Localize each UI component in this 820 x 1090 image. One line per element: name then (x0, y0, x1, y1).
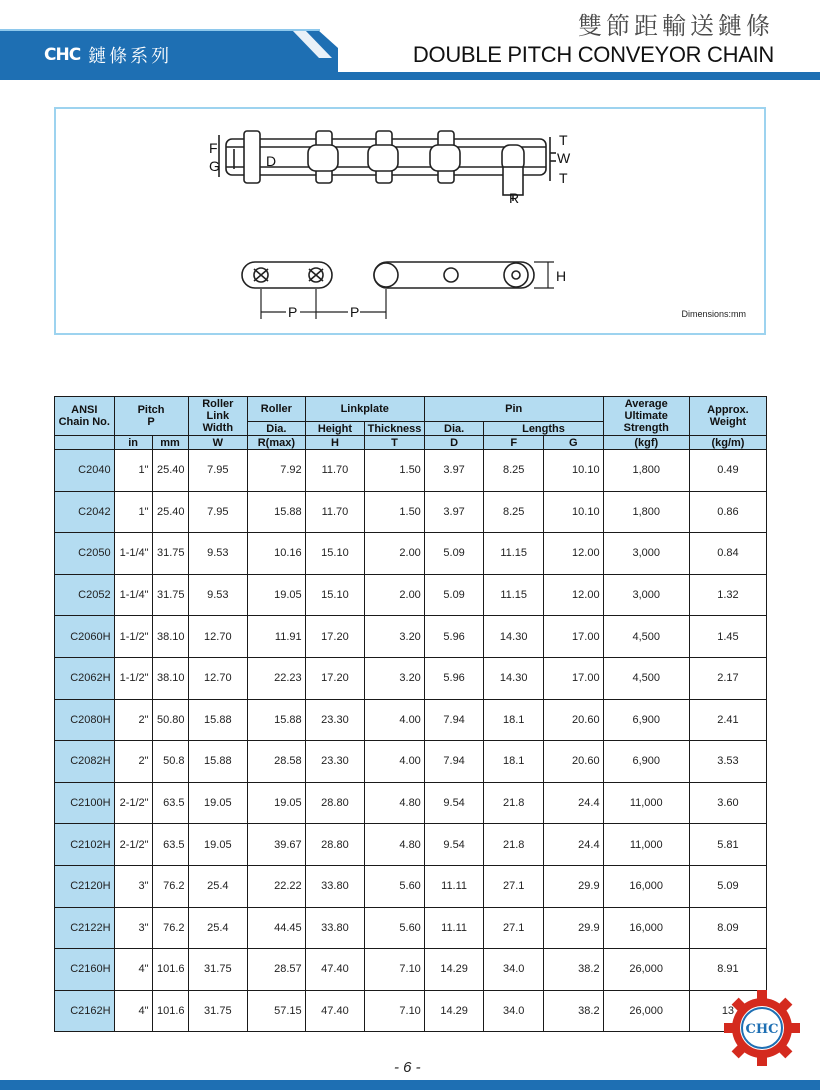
table-cell-r: 19.05 (248, 782, 306, 824)
table-cell-p-mm: 31.75 (152, 533, 188, 575)
table-cell-weight: 3.53 (689, 741, 766, 783)
table-row (55, 782, 767, 824)
table-cell-t: 2.00 (365, 574, 425, 616)
header-in: in (114, 436, 152, 450)
table-cell-f: 14.30 (484, 616, 544, 658)
table-cell-d: 5.96 (424, 657, 484, 699)
table-cell-d: 5.96 (424, 616, 484, 658)
table-cell-w: 12.70 (188, 657, 248, 699)
table-cell-strength: 1,800 (603, 491, 689, 533)
table-cell-d: 9.54 (424, 782, 484, 824)
table-cell-weight: 8.91 (689, 949, 766, 991)
table-cell-r: 15.88 (248, 699, 306, 741)
table-cell-w: 9.53 (188, 574, 248, 616)
table-cell-d: 11.11 (424, 907, 484, 949)
table-cell-weight: 0.84 (689, 533, 766, 575)
table-cell-t: 3.20 (365, 616, 425, 658)
table-cell-t: 3.20 (365, 657, 425, 699)
table-cell-t: 5.60 (365, 907, 425, 949)
table-cell-p-in: 2" (114, 699, 152, 741)
table-cell-w: 12.70 (188, 616, 248, 658)
header-lengths: Lengths (484, 422, 603, 436)
table-cell-d: 9.54 (424, 824, 484, 866)
header-weight: Approx. Weight (689, 397, 766, 436)
label-w: W (557, 150, 571, 166)
table-cell-strength: 1,800 (603, 450, 689, 492)
table-cell-t: 5.60 (365, 865, 425, 907)
table-cell-weight: 13 (689, 990, 766, 1032)
table-cell-strength: 4,500 (603, 657, 689, 699)
header-pin: Pin (424, 397, 603, 422)
table-cell-t: 1.50 (365, 450, 425, 492)
table-row (55, 533, 767, 575)
table-cell-f: 14.30 (484, 657, 544, 699)
table-cell-strength: 11,000 (603, 782, 689, 824)
table-cell-f: 27.1 (484, 907, 544, 949)
table-cell-t: 7.10 (365, 949, 425, 991)
table-cell-weight: 0.49 (689, 450, 766, 492)
table-cell-p-mm: 76.2 (152, 865, 188, 907)
table-cell-r: 15.88 (248, 491, 306, 533)
table-cell-w: 25.4 (188, 907, 248, 949)
table-cell-chain: C2040 (55, 450, 115, 492)
table-cell-d: 11.11 (424, 865, 484, 907)
table-cell-r: 19.05 (248, 574, 306, 616)
table-row (55, 907, 767, 949)
table-cell-p-mm: 63.5 (152, 824, 188, 866)
table-row (55, 491, 767, 533)
table-cell-r: 57.15 (248, 990, 306, 1032)
table-cell-p-mm: 50.80 (152, 699, 188, 741)
label-p-1: P (288, 304, 298, 320)
label-f: F (209, 140, 218, 156)
table-cell-chain: C2052 (55, 574, 115, 616)
table-cell-h: 28.80 (305, 824, 365, 866)
header-kgm: (kg/m) (689, 436, 766, 450)
header-roller-link-width: Roller Link Width (188, 397, 248, 436)
table-cell-g: 29.9 (543, 865, 603, 907)
table-cell-weight: 1.32 (689, 574, 766, 616)
header-strength: Average Ultimate Strength (603, 397, 689, 436)
table-row (55, 616, 767, 658)
table-cell-chain: C2120H (55, 865, 115, 907)
header-height: Height (305, 422, 365, 436)
table-cell-r: 10.16 (248, 533, 306, 575)
table-cell-chain: C2100H (55, 782, 115, 824)
page-title: DOUBLE PITCH CONVEYOR CHAIN (412, 42, 774, 67)
table-cell-h: 33.80 (305, 907, 365, 949)
table-cell-chain: C2050 (55, 533, 115, 575)
table-cell-strength: 16,000 (603, 907, 689, 949)
table-cell-h: 47.40 (305, 949, 365, 991)
table-cell-t: 4.00 (365, 741, 425, 783)
table-cell-g: 17.00 (543, 657, 603, 699)
table-cell-d: 5.09 (424, 574, 484, 616)
table-cell-t: 4.80 (365, 824, 425, 866)
table-cell-p-mm: 38.10 (152, 616, 188, 658)
table-cell-p-in: 3" (114, 865, 152, 907)
table-cell-r: 39.67 (248, 824, 306, 866)
table-cell-g: 20.60 (543, 741, 603, 783)
table-cell-f: 18.1 (484, 699, 544, 741)
table-cell-p-mm: 63.5 (152, 782, 188, 824)
table-cell-weight: 5.81 (689, 824, 766, 866)
chc-gear-logo (722, 988, 802, 1068)
table-cell-f: 21.8 (484, 824, 544, 866)
table-cell-g: 10.10 (543, 491, 603, 533)
table-cell-strength: 11,000 (603, 824, 689, 866)
table-cell-g: 24.4 (543, 782, 603, 824)
table-cell-weight: 0.86 (689, 491, 766, 533)
header-roller-dia: Dia. (248, 422, 306, 436)
table-cell-w: 15.88 (188, 741, 248, 783)
table-cell-r: 22.22 (248, 865, 306, 907)
spec-table (54, 396, 767, 1032)
table-cell-d: 14.29 (424, 949, 484, 991)
page-number: - 6 - (394, 1059, 421, 1076)
header-h: H (305, 436, 365, 450)
table-cell-p-in: 1-1/2" (114, 616, 152, 658)
table-cell-chain: C2082H (55, 741, 115, 783)
table-cell-p-in: 1-1/4" (114, 533, 152, 575)
table-cell-w: 9.53 (188, 533, 248, 575)
header-g: G (543, 436, 603, 450)
table-cell-f: 18.1 (484, 741, 544, 783)
table-cell-w: 25.4 (188, 865, 248, 907)
label-h: H (556, 268, 567, 284)
table-cell-chain: C2160H (55, 949, 115, 991)
table-cell-p-mm: 25.40 (152, 491, 188, 533)
table-cell-p-in: 1-1/2" (114, 657, 152, 699)
table-cell-chain: C2080H (55, 699, 115, 741)
table-cell-h: 23.30 (305, 741, 365, 783)
table-cell-weight: 8.09 (689, 907, 766, 949)
table-cell-g: 38.2 (543, 949, 603, 991)
header-thickness: Thickness (365, 422, 425, 436)
table-cell-d: 7.94 (424, 741, 484, 783)
header-pin-dia: Dia. (424, 422, 484, 436)
table-cell-r: 7.92 (248, 450, 306, 492)
table-row (55, 574, 767, 616)
table-cell-w: 15.88 (188, 699, 248, 741)
table-row (55, 824, 767, 866)
table-cell-strength: 16,000 (603, 865, 689, 907)
table-cell-g: 17.00 (543, 616, 603, 658)
table-row (55, 699, 767, 741)
dimensions-note: Dimensions:mm (681, 309, 746, 319)
table-cell-w: 31.75 (188, 949, 248, 991)
table-cell-h: 28.80 (305, 782, 365, 824)
brand (44, 42, 172, 68)
label-d: D (266, 153, 277, 169)
table-cell-weight: 2.17 (689, 657, 766, 699)
table-cell-w: 7.95 (188, 491, 248, 533)
table-cell-p-mm: 31.75 (152, 574, 188, 616)
table-cell-r: 44.45 (248, 907, 306, 949)
table-cell-g: 20.60 (543, 699, 603, 741)
table-cell-g: 12.00 (543, 574, 603, 616)
table-cell-h: 17.20 (305, 657, 365, 699)
table-cell-p-in: 3" (114, 907, 152, 949)
table-cell-f: 11.15 (484, 533, 544, 575)
table-cell-r: 28.58 (248, 741, 306, 783)
chain-diagram (54, 107, 766, 335)
header-t: T (365, 436, 425, 450)
label-r: R (509, 190, 520, 206)
table-cell-t: 4.80 (365, 782, 425, 824)
label-g: G (209, 158, 220, 174)
table-cell-h: 47.40 (305, 990, 365, 1032)
table-cell-t: 1.50 (365, 491, 425, 533)
table-row (55, 949, 767, 991)
header-ansi: ANSI Chain No. (55, 397, 115, 436)
table-cell-strength: 3,000 (603, 574, 689, 616)
table-cell-g: 24.4 (543, 824, 603, 866)
table-cell-p-in: 2-1/2" (114, 782, 152, 824)
table-cell-f: 27.1 (484, 865, 544, 907)
table-cell-h: 15.10 (305, 574, 365, 616)
table-cell-p-in: 1" (114, 450, 152, 492)
table-cell-w: 19.05 (188, 782, 248, 824)
table-cell-d: 5.09 (424, 533, 484, 575)
header-w: W (188, 436, 248, 450)
table-cell-p-in: 4" (114, 949, 152, 991)
table-cell-f: 11.15 (484, 574, 544, 616)
table-cell-weight: 1.45 (689, 616, 766, 658)
label-p-2: P (350, 304, 360, 320)
table-cell-weight: 2.41 (689, 699, 766, 741)
table-cell-p-mm: 50.8 (152, 741, 188, 783)
header-mm: mm (152, 436, 188, 450)
table-row (55, 657, 767, 699)
table-cell-f: 34.0 (484, 949, 544, 991)
table-cell-r: 28.57 (248, 949, 306, 991)
table-cell-h: 11.70 (305, 491, 365, 533)
header-linkplate: Linkplate (305, 397, 424, 422)
header-roller: Roller (248, 397, 306, 422)
table-cell-p-mm: 101.6 (152, 990, 188, 1032)
table-cell-d: 3.97 (424, 450, 484, 492)
table-cell-weight: 5.09 (689, 865, 766, 907)
table-row (55, 741, 767, 783)
table-cell-h: 23.30 (305, 699, 365, 741)
table-cell-strength: 6,900 (603, 699, 689, 741)
table-cell-h: 11.70 (305, 450, 365, 492)
table-cell-strength: 3,000 (603, 533, 689, 575)
table-cell-t: 4.00 (365, 699, 425, 741)
table-cell-p-mm: 25.40 (152, 450, 188, 492)
header-d: D (424, 436, 484, 450)
table-cell-w: 31.75 (188, 990, 248, 1032)
table-cell-g: 38.2 (543, 990, 603, 1032)
table-cell-strength: 4,500 (603, 616, 689, 658)
table-cell-strength: 6,900 (603, 741, 689, 783)
table-cell-g: 12.00 (543, 533, 603, 575)
table-cell-p-mm: 38.10 (152, 657, 188, 699)
table-cell-chain: C2042 (55, 491, 115, 533)
table-cell-h: 15.10 (305, 533, 365, 575)
table-cell-p-mm: 76.2 (152, 907, 188, 949)
table-row (55, 450, 767, 492)
table-cell-r: 22.23 (248, 657, 306, 699)
table-cell-t: 7.10 (365, 990, 425, 1032)
table-cell-weight: 3.60 (689, 782, 766, 824)
table-cell-chain: C2162H (55, 990, 115, 1032)
brand-logo: CHC (44, 45, 81, 65)
header-pitch: Pitch P (114, 397, 188, 436)
table-cell-p-in: 1-1/4" (114, 574, 152, 616)
table-cell-chain: C2060H (55, 616, 115, 658)
table-cell-d: 7.94 (424, 699, 484, 741)
page-header (0, 0, 820, 80)
table-cell-h: 17.20 (305, 616, 365, 658)
header-blank (55, 436, 115, 450)
table-cell-strength: 26,000 (603, 949, 689, 991)
table-cell-chain: C2102H (55, 824, 115, 866)
footer-band (0, 1080, 820, 1090)
seal-text: CHC (745, 1022, 779, 1037)
spec-table-body (55, 450, 767, 1032)
table-row (55, 990, 767, 1032)
header-f: F (484, 436, 544, 450)
table-cell-p-in: 2" (114, 741, 152, 783)
table-cell-g: 10.10 (543, 450, 603, 492)
table-cell-f: 21.8 (484, 782, 544, 824)
chain-drawing (56, 109, 764, 333)
table-cell-f: 8.25 (484, 491, 544, 533)
table-cell-t: 2.00 (365, 533, 425, 575)
table-cell-p-in: 1" (114, 491, 152, 533)
table-cell-f: 8.25 (484, 450, 544, 492)
table-cell-w: 19.05 (188, 824, 248, 866)
page-title-chinese: 雙節距輸送鏈條 (578, 12, 774, 40)
table-row (55, 865, 767, 907)
table-cell-strength: 26,000 (603, 990, 689, 1032)
label-t-bottom: T (559, 170, 568, 186)
header-kgf: (kgf) (603, 436, 689, 450)
table-cell-p-in: 4" (114, 990, 152, 1032)
header-rmax: R(max) (248, 436, 306, 450)
table-cell-p-in: 2-1/2" (114, 824, 152, 866)
table-cell-g: 29.9 (543, 907, 603, 949)
table-cell-w: 7.95 (188, 450, 248, 492)
table-cell-chain: C2122H (55, 907, 115, 949)
table-cell-d: 14.29 (424, 990, 484, 1032)
table-cell-chain: C2062H (55, 657, 115, 699)
table-cell-h: 33.80 (305, 865, 365, 907)
brand-text: 鏈條系列 (88, 46, 173, 67)
table-cell-f: 34.0 (484, 990, 544, 1032)
table-cell-d: 3.97 (424, 491, 484, 533)
table-cell-p-mm: 101.6 (152, 949, 188, 991)
table-cell-r: 11.91 (248, 616, 306, 658)
label-t-top: T (559, 132, 568, 148)
